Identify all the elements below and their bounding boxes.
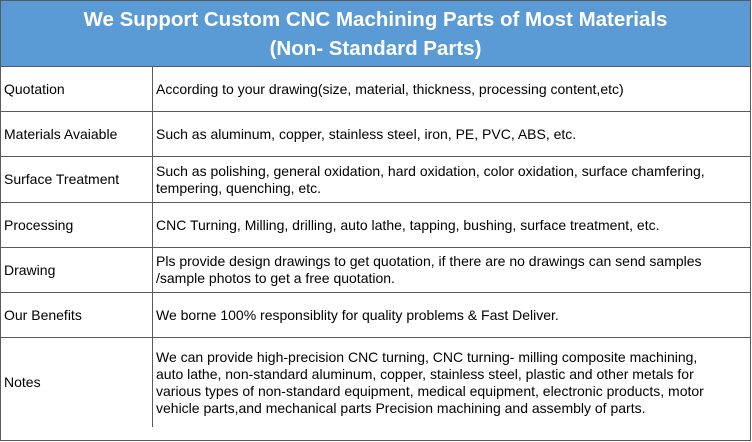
row-value: Such as polishing, general oxidation, hard oxidation, color oxidation, surface chamfering, tempering, quenching, etc. [153, 157, 751, 203]
table-row [1, 112, 750, 157]
header-subtitle: (Non- Standard Parts) [269, 36, 482, 60]
table-row [1, 293, 750, 338]
row-value: Pls provide design drawings to get quotation, if there are no drawings can send samples /sample photos to get a free quotation. [153, 248, 751, 293]
row-value: CNC Turning, Milling, drilling, auto lathe, tapping, bushing, surface treatment, etc. [153, 203, 751, 248]
table-row [1, 338, 750, 428]
row-label: Notes [1, 338, 153, 428]
row-label: Processing [1, 203, 153, 248]
spec-table [1, 67, 750, 427]
row-label: Surface Treatment [1, 157, 153, 203]
table-header [1, 1, 750, 67]
table-row [1, 203, 750, 248]
header-title: We Support Custom CNC Machining Parts of Most Materials [83, 7, 668, 31]
row-label: Quotation [1, 67, 153, 112]
table-row [1, 67, 750, 112]
row-value: According to your drawing(size, material, thickness, processing content,etc) [153, 67, 751, 112]
row-label: Materials Avaiable [1, 112, 153, 157]
row-value: We can provide high-precision CNC turning, CNC turning- milling composite machining, auto lathe, non-standard aluminum, copper, stainless steel, plastic and other metals for various types of non-standard equipment, medical equipment, electronic products, motor vehicle parts,and mechanical parts Precision machining and assembly of parts. [153, 338, 751, 428]
table-row [1, 248, 750, 293]
row-value: We borne 100% responsiblity for quality problems & Fast Deliver. [153, 293, 751, 338]
row-label: Our Benefits [1, 293, 153, 338]
table-row [1, 157, 750, 203]
row-value: Such as aluminum, copper, stainless steel, iron, PE, PVC, ABS, etc. [153, 112, 751, 157]
row-label: Drawing [1, 248, 153, 293]
